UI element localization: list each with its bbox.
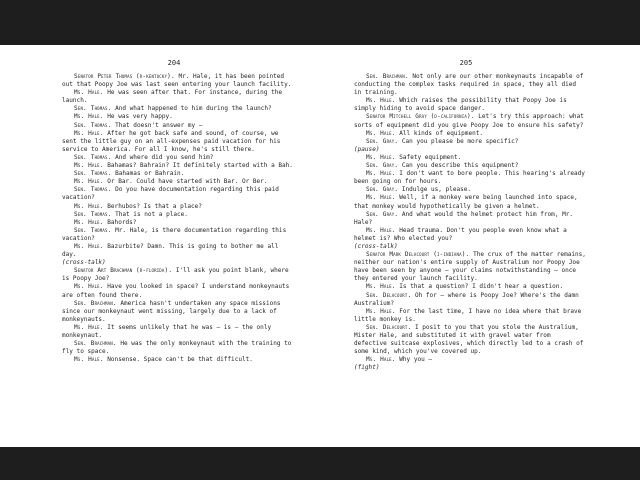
stage-direction: (cross-talk)	[62, 259, 106, 267]
speaker-affiliation: (i-indiana).	[433, 251, 470, 259]
speech-text: All kinds of equipment.	[399, 129, 484, 137]
speech-text: Bahamas or Bahrain.	[115, 170, 185, 178]
speech-text: I don't want to bore people. This hearing's already been going on for hours.	[354, 170, 585, 186]
speech-text: Not only are our other monkeynauts incapable of conducting the complex tasks required in space, they all died in training.	[354, 73, 584, 97]
dialogue-paragraph	[354, 194, 586, 210]
dialogue-paragraph	[62, 186, 294, 202]
speaker-name: Senator Mark Delacourt	[366, 251, 430, 259]
speech-text: Safety equipment.	[399, 153, 462, 161]
dialogue-paragraph	[62, 89, 294, 105]
speaker-name: Ms. Hale.	[74, 113, 104, 121]
speaker-name: Ms. Hale.	[74, 323, 104, 331]
dialogue-paragraph	[62, 356, 294, 364]
dialogue-paragraph	[354, 211, 586, 227]
dialogue-paragraph	[62, 178, 294, 186]
speaker-name: Sen. Thomas.	[74, 105, 112, 113]
dialogue-paragraph	[354, 227, 586, 243]
dialogue-paragraph	[354, 113, 586, 129]
dialogue-paragraph	[62, 227, 294, 243]
left-page-text	[62, 73, 294, 364]
speech-text: That is not a place.	[115, 210, 188, 218]
speaker-name: Senator Art Brachman	[74, 267, 133, 275]
page-number-right: 205	[459, 59, 473, 67]
speech-text: He was very happy.	[107, 113, 173, 121]
speaker-name: Ms. Hale.	[74, 89, 104, 97]
dialogue-paragraph	[62, 267, 294, 283]
speech-text: Head trauma. Don't you people even know what a helmet is? Who elected you?	[354, 226, 567, 242]
speech-text: I posit to you that you stole the Australium, Mister Hale, and substituted it with gravel water from defective suitcase explosives, which directly led to a crash of some kind, which you've covered up.	[354, 323, 584, 356]
dialogue-paragraph	[354, 292, 586, 308]
stage-direction: (pause)	[354, 145, 380, 153]
speech-text: For the last time, I have no idea where that brave little monkey is.	[354, 307, 582, 323]
page-number-left: 204	[167, 59, 181, 67]
dialogue-paragraph	[354, 251, 586, 283]
speaker-name: Ms. Hale.	[366, 283, 396, 291]
speech-text: After he got back safe and sound, of course, we sent the little guy on an all-expenses paid vacation for his service to America. For all I know, he's still there.	[62, 129, 281, 153]
dialogue-paragraph	[354, 356, 586, 364]
speaker-name: Sen. Brachman.	[366, 73, 409, 80]
bottom-letterbox-bar	[0, 447, 640, 480]
speech-text: Which raises the possibility that Poopy Joe is simply hiding to avoid space danger.	[354, 97, 567, 113]
dialogue-paragraph	[354, 130, 586, 138]
speaker-name: Ms. Hale.	[366, 97, 396, 105]
dialogue-paragraph	[354, 154, 586, 162]
book-spread	[0, 45, 640, 447]
dialogue-paragraph	[62, 154, 294, 162]
speech-text: He was seen after that. For instance, during the launch.	[62, 89, 283, 105]
speaker-name: Ms. Hale.	[366, 226, 396, 234]
speaker-name: Ms. Hale.	[74, 283, 104, 291]
speaker-name: Sen. Delacourt.	[366, 323, 412, 331]
speaker-name: Senator Peter Thomas	[74, 73, 133, 80]
speaker-name: Sen. Thomas.	[74, 210, 112, 218]
speaker-name: Ms. Hale.	[366, 307, 396, 315]
speaker-name: Sen. Thomas.	[74, 226, 112, 234]
dialogue-paragraph	[354, 283, 586, 291]
speaker-name: Sen. Brachman.	[74, 340, 117, 348]
left-page	[0, 45, 320, 447]
dialogue-paragraph	[62, 211, 294, 219]
speech-text: And what would the helmet protect him from, Mr. Hale?	[354, 210, 573, 226]
speech-text: Nonsense. Space can't be that difficult.	[107, 356, 253, 364]
speaker-name: Sen. Brachman.	[74, 299, 117, 307]
dialogue-paragraph	[62, 300, 294, 324]
speaker-name: Sen. Gray.	[366, 137, 399, 145]
dialogue-paragraph	[354, 162, 586, 170]
speaker-name: Sen. Gray.	[366, 162, 399, 170]
speech-text: Is that a question? I didn't hear a question.	[399, 283, 564, 291]
speaker-name: Ms. Hale.	[74, 242, 104, 250]
speech-text: Well, if a monkey were being launched into space, that monkey would hypothetically be given a helmet.	[354, 194, 578, 210]
speech-text: Can you describe this equipment?	[401, 162, 519, 170]
stage-direction: (fight)	[354, 364, 380, 372]
speech-text: Oh for – where is Poopy Joe? Where's the damn Australium?	[354, 291, 579, 307]
dialogue-paragraph	[354, 73, 586, 97]
speaker-name: Sen. Thomas.	[74, 121, 112, 129]
speaker-name: Ms. Hale.	[74, 218, 104, 226]
speaker-name: Sen. Thomas.	[74, 186, 112, 194]
stage-direction: (cross-talk)	[354, 242, 398, 250]
speech-text: Can you please be more specific?	[401, 137, 519, 145]
speaker-name: Ms. Hale.	[74, 178, 104, 186]
speaker-name: Sen. Gray.	[366, 210, 399, 218]
dialogue-paragraph	[62, 243, 294, 259]
speech-text: Have you looked in space? I understand monkeynauts are often found there.	[62, 283, 290, 299]
speaker-name: Ms. Hale.	[74, 129, 104, 137]
speech-text: Bahords?	[107, 218, 137, 226]
speech-text: Mr. Hale, it has been pointed out that Poopy Joe was last seen entering your launch facility.	[62, 73, 292, 89]
dialogue-paragraph	[62, 324, 294, 340]
speech-text: Bahamas? Bahrain? It definitely started with a Bah.	[107, 162, 293, 170]
speaker-name: Ms. Hale.	[366, 170, 396, 178]
speaker-name: Sen. Delacourt.	[366, 291, 412, 299]
speech-text: Mr. Hale, is there documentation regarding this vacation?	[62, 226, 287, 242]
speaker-name: Ms. Hale.	[74, 202, 104, 210]
dialogue-paragraph	[62, 122, 294, 130]
speech-text: Indulge us, please.	[401, 186, 472, 194]
speech-text: America hasn't undertaken any space missions since our monkeynaut went missing, largely due to a lack of monkeynauts.	[62, 299, 281, 323]
dialogue-paragraph	[62, 162, 294, 170]
dialogue-paragraph	[62, 203, 294, 211]
dialogue-paragraph	[62, 73, 294, 89]
speech-text: He was the only monkeynaut with the training to fly to space.	[62, 340, 292, 356]
speaker-name: Sen. Gray.	[366, 186, 399, 194]
dialogue-paragraph	[354, 170, 586, 186]
dialogue-paragraph	[354, 186, 586, 194]
speaker-affiliation: (r-florida).	[135, 267, 173, 275]
speech-text: Do you have documentation regarding this paid vacation?	[62, 186, 279, 202]
top-letterbox-bar	[0, 0, 640, 45]
speech-text: Berhubos? Is that a place?	[107, 202, 202, 210]
speaker-name: Ms. Hale.	[74, 356, 104, 364]
speech-text: Let's try this approach: what sorts of equipment did you give Poopy Joe to ensure his safety?	[354, 113, 584, 129]
dialogue-paragraph	[354, 308, 586, 324]
dialogue-paragraph	[62, 130, 294, 154]
speech-text: And what happened to him during the launch?	[115, 105, 272, 113]
speaker-name: Ms. Hale.	[74, 162, 104, 170]
speech-text: The crux of the matter remains, neither our nation's entire supply of Australium nor Poopy Joe have been seen by anyone – your claims notwithstanding – once they entered your launch facility.	[354, 251, 586, 283]
right-page	[320, 45, 640, 447]
dialogue-paragraph	[62, 219, 294, 227]
speech-text: I'll ask you point blank, where is Poopy Joe?	[62, 267, 289, 283]
speech-text: Why you –	[399, 356, 433, 364]
dialogue-paragraph	[62, 283, 294, 299]
speaker-name: Ms. Hale.	[366, 356, 396, 364]
dialogue-paragraph	[62, 105, 294, 113]
dialogue-paragraph	[354, 324, 586, 356]
speech-text: Bazurbite? Damn. This is going to bother me all day.	[62, 242, 279, 259]
dialogue-paragraph	[62, 170, 294, 178]
speaker-name: Ms. Hale.	[366, 194, 396, 202]
speaker-name: Ms. Hale.	[366, 129, 396, 137]
right-page-text	[354, 73, 586, 372]
dialogue-paragraph	[62, 113, 294, 121]
speech-text: That doesn't answer my –	[115, 121, 203, 129]
dialogue-paragraph	[354, 97, 586, 113]
speech-text: It seems unlikely that he was – is – the only monkeynaut.	[62, 323, 272, 339]
speaker-name: Sen. Thomas.	[74, 170, 112, 178]
dialogue-paragraph	[354, 138, 586, 146]
speech-text: Or Bar. Could have started with Bar. Or Ber.	[107, 178, 268, 186]
speaker-name: Ms. Hale.	[366, 153, 396, 161]
speaker-affiliation: (r-kentucky).	[135, 73, 175, 80]
speech-text: And where did you send him?	[115, 153, 214, 161]
speaker-name: Sen. Thomas.	[74, 153, 112, 161]
dialogue-paragraph	[62, 340, 294, 356]
speaker-name: Senator Mitchell Gray	[366, 113, 427, 121]
speaker-affiliation: (d-california).	[430, 113, 475, 121]
